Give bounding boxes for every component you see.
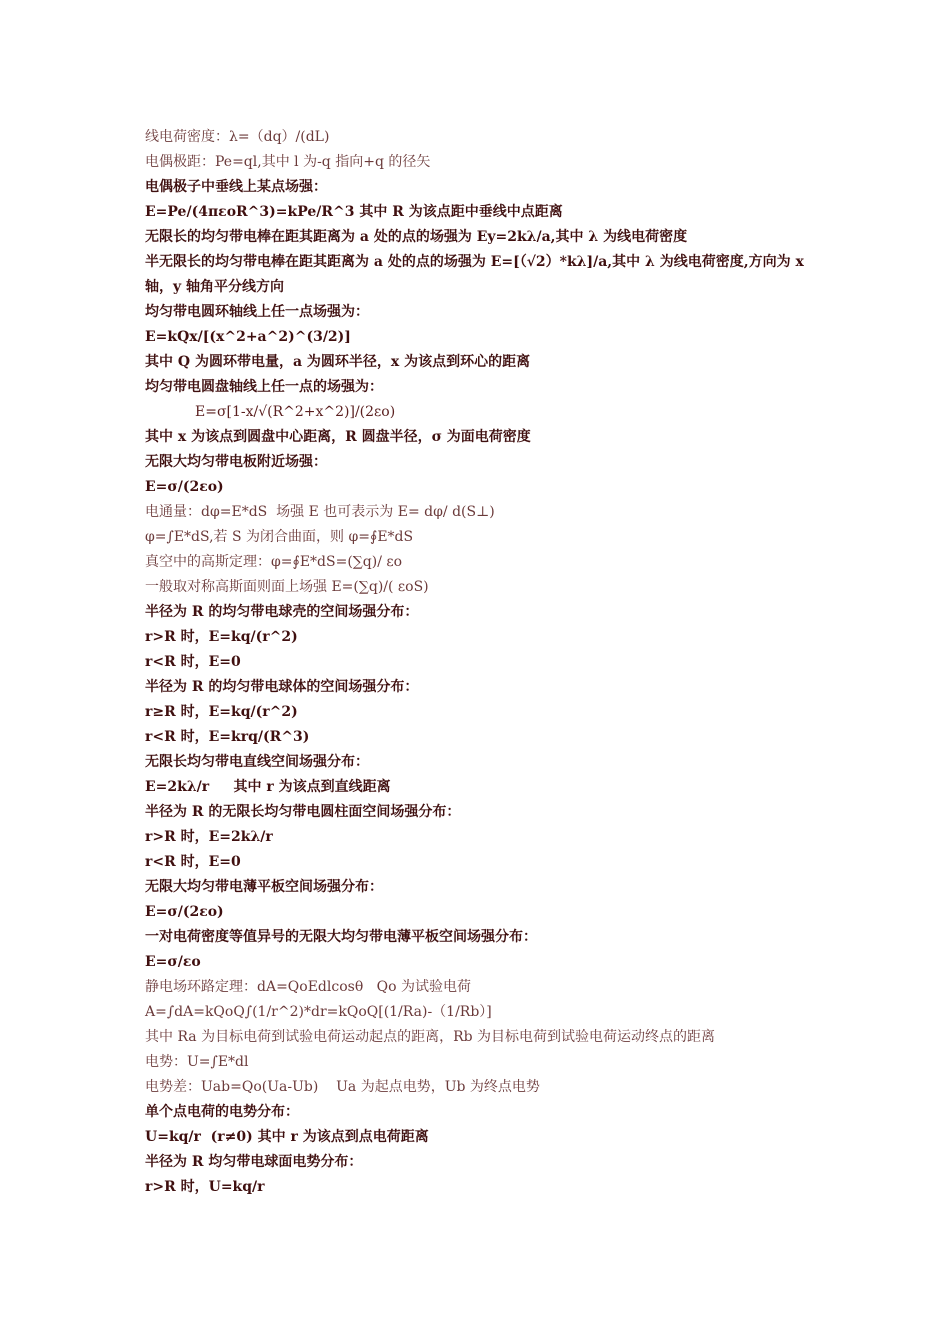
text-line: 真空中的高斯定理：φ=∮E*dS=(∑q)/ εo xyxy=(145,554,403,570)
text-line: r>R 时，E=kq/(r^2) xyxy=(145,629,298,645)
text-line: 电通量：dφ=E*dS 场强 E 也可表示为 E= dφ/ d(S⊥) xyxy=(145,504,495,520)
text-line: 电偶极距：Pe=ql,其中 l 为-q 指向+q 的径矢 xyxy=(145,154,431,170)
text-line: 半径为 R 均匀带电球面电势分布： xyxy=(145,1154,363,1170)
text-line: 一般取对称高斯面则面上场强 E=(∑q)/( εoS) xyxy=(145,579,429,595)
text-line: r<R 时，E=0 xyxy=(145,654,241,670)
text-line: 一对电荷密度等值异号的无限大均匀带电薄平板空间场强分布： xyxy=(145,929,537,945)
text-line: 线电荷密度：λ=（dq）/(dL) xyxy=(145,129,330,145)
text-line: 其中 Q 为圆环带电量，a 为圆环半径，x 为该点到环心的距离 xyxy=(145,354,531,370)
text-line: 单个点电荷的电势分布： xyxy=(145,1104,299,1120)
text-line: 半无限长的均匀带电棒在距其距离为 a 处的点的场强为 E=[（√2）*kλ]/a,其中 λ 为线电荷密度,方向为 x 轴，y 轴角平分线方向 xyxy=(145,254,804,295)
text-line: 其中 x 为该点到圆盘中心距离，R 圆盘半径，σ 为面电荷密度 xyxy=(145,429,531,445)
text-line: U=kq/r (r≠0) 其中 r 为该点到点电荷距离 xyxy=(145,1129,429,1145)
text-line: 半径为 R 的均匀带电球壳的空间场强分布： xyxy=(145,604,419,620)
text-line: E=2kλ/r 其中 r 为该点到直线距离 xyxy=(145,779,391,795)
text-line: 均匀带电圆环轴线上任一点场强为： xyxy=(145,304,369,320)
text-line: E=σ/(2εo) xyxy=(145,479,224,495)
text-line: 无限大均匀带电板附近场强： xyxy=(145,454,327,470)
text-line: E=σ/εo xyxy=(145,954,201,970)
text-line: A=∫dA=kQoQ∫(1/r^2)*dr=kQoQ[(1/Ra)-（1/Rb）] xyxy=(145,1004,492,1020)
document-body xyxy=(145,125,815,1200)
text-line: E=Pe/(4πεoR^3)=kPe/R^3 其中 R 为该点距中垂线中点距离 xyxy=(145,204,563,220)
formula-line: E=σ[1-x/√(R^2+x^2)]/(2εo) xyxy=(195,404,396,420)
text-line: 无限大均匀带电薄平板空间场强分布： xyxy=(145,879,383,895)
text-line: 无限长的均匀带电棒在距其距离为 a 处的点的场强为 Ey=2kλ/a,其中 λ 为线电荷密度 xyxy=(145,229,688,245)
text-line: 电势差：Uab=Qo(Ua-Ub) Ua 为起点电势，Ub 为终点电势 xyxy=(145,1079,540,1095)
text-line: r>R 时，E=2kλ/r xyxy=(145,829,273,845)
text-line: 半径为 R 的均匀带电球体的空间场强分布： xyxy=(145,679,419,695)
text-line: r>R 时，U=kq/r xyxy=(145,1179,265,1195)
text-line: 均匀带电圆盘轴线上任一点的场强为： xyxy=(145,379,383,395)
text-line: 无限长均匀带电直线空间场强分布： xyxy=(145,754,369,770)
text-line: φ=∫E*dS,若 S 为闭合曲面，则 φ=∮E*dS xyxy=(145,529,414,545)
text-line: 电势：U=∫E*dl xyxy=(145,1054,249,1070)
text-line: E=kQx/[(x^2+a^2)^(3/2)] xyxy=(145,329,351,345)
text-line: E=σ/(2εo) xyxy=(145,904,224,920)
text-line: r<R 时，E=0 xyxy=(145,854,241,870)
text-line: 静电场环路定理：dA=QoEdlcosθ Qo 为试验电荷 xyxy=(145,979,471,995)
text-line: 电偶极子中垂线上某点场强： xyxy=(145,179,327,195)
text-line: 半径为 R 的无限长均匀带电圆柱面空间场强分布： xyxy=(145,804,461,820)
text-line: 其中 Ra 为目标电荷到试验电荷运动起点的距离，Rb 为目标电荷到试验电荷运动终点的距离 xyxy=(145,1029,716,1045)
text-line: r≥R 时，E=kq/(r^2) xyxy=(145,704,298,720)
text-line: r<R 时，E=krq/(R^3) xyxy=(145,729,310,745)
